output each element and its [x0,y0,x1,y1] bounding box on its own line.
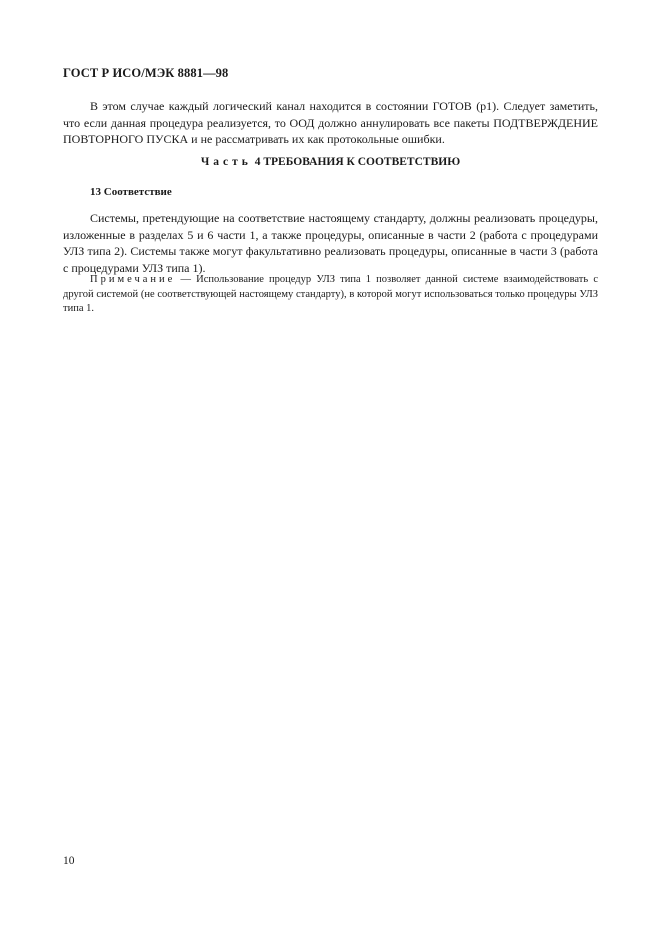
note-paragraph [63,273,598,317]
note-block [63,273,598,317]
intro-paragraph: В этом случае каждый логический канал находится в состоянии ГОТОВ (р1). Следует заметить, что если данная процедура реализуется, то ООД должно аннулировать все пакеты ПОДТВЕРЖДЕНИЕ ПОВТОРНОГО ПУСКА и не рассматривать их как протокольные ошибки. [63,99,598,146]
part-label: Часть [200,156,252,168]
note-text: — Использование процедур УЛЗ типа 1 позволяет данной системе взаимодействовать с другой системой (не соответствующей настоящему стандарту), в которой могут использоваться только процедуры УЛЗ типа 1. [63,274,598,314]
intro-paragraph-block [63,98,598,148]
section-heading: 13 Соответствие [90,186,172,198]
document-header: ГОСТ Р ИСО/МЭК 8881—98 [63,66,229,80]
conformance-paragraph-block [63,210,598,276]
note-label: Примечание [90,274,176,285]
page-number: 10 [63,855,75,867]
part-heading [63,156,598,168]
conformance-paragraph: Системы, претендующие на соответствие настоящему стандарту, должны реализовать процедуры, изложенные в разделах 5 и 6 части 1, а также процедуры, описанные в части 2 (работа с процедурами УЛЗ типа 2). Системы также могут факультативно реализовать процедуры, описанные в части 3 (работа с процедурами УЛЗ типа 1). [63,211,598,275]
part-title: ТРЕБОВАНИЯ К СООТВЕТСТВИЮ [263,156,461,168]
part-number: 4 [254,156,261,168]
